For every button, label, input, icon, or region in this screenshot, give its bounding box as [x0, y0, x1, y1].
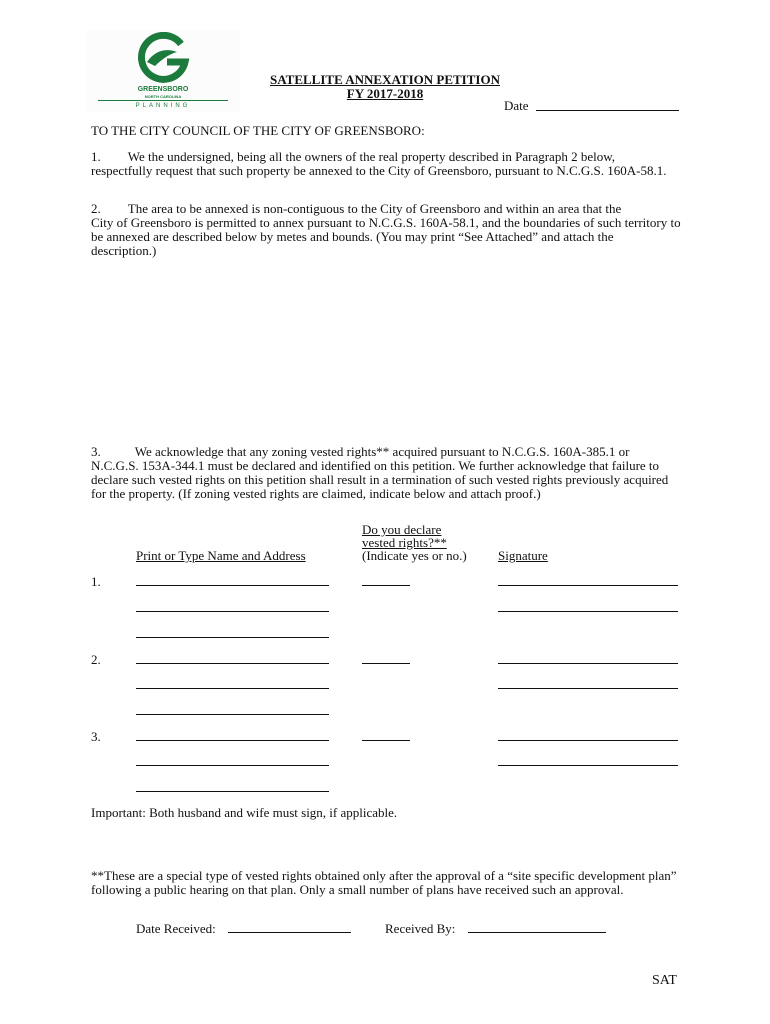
row-1-signature-line-1[interactable]: [498, 585, 678, 586]
salutation: TO THE CITY COUNCIL OF THE CITY OF GREENSBORO:: [91, 123, 425, 138]
received-by-field[interactable]: [468, 932, 606, 933]
date-received-field[interactable]: [228, 932, 351, 933]
page-title: SATELLITE ANNEXATION PETITION: [270, 72, 500, 87]
row-2-vested-field[interactable]: [362, 663, 410, 664]
date-received-label: Date Received:: [136, 921, 216, 936]
name-column-header: Print or Type Name and Address: [136, 548, 306, 563]
paragraph-3-text-rest: N.C.G.S. 153A-344.1 must be declared and identified on this petition. We further acknowledge that failure to declare such vested rights on this petition shall result in a termination of such vested rights previously acquired for the property. (If zoning vested rights are claimed, indicate below and attach proof.): [91, 458, 669, 501]
row-3-signature-line-2[interactable]: [498, 765, 678, 766]
vested-header-line2: vested rights?**: [362, 535, 447, 550]
received-by-label: Received By:: [385, 921, 456, 936]
fiscal-year: FY 2017-2018: [346, 86, 424, 101]
row-3-name-line-3[interactable]: [136, 791, 329, 792]
row-3-number: 3.: [91, 729, 101, 744]
row-2-signature-line-1[interactable]: [498, 663, 678, 664]
paragraph-2-text-rest: City of Greensboro is permitted to annex pursuant to N.C.G.S. 160A-58.1, and the boundaries of such territory to be annexed are described below by metes and bounds. (You may print “See Attached” and attach the description.): [91, 215, 681, 258]
paragraph-1-number: 1.: [91, 149, 101, 164]
row-3-signature-line-1[interactable]: [498, 740, 678, 741]
paragraph-2: [91, 202, 681, 258]
footnote: **These are a special type of vested rights obtained only after the approval of a “site specific development plan” following a public hearing on that plan. Only a small number of plans have received such an approval.: [91, 868, 677, 897]
description-area[interactable]: [91, 262, 681, 440]
row-1-name-line-2[interactable]: [136, 611, 329, 612]
paragraph-1-text-rest: respectfully request that such property be annexed to the City of Greensboro, pursuant to N.C.G.S. 160A-58.1.: [91, 163, 667, 178]
row-1-name-line-1[interactable]: [136, 585, 329, 586]
paragraph-1-text-start: We the undersigned, being all the owners of the real property described in Paragraph 2 below,: [127, 149, 616, 164]
row-3-vested-field[interactable]: [362, 740, 410, 741]
row-2-name-line-3[interactable]: [136, 714, 329, 715]
row-2-name-line-1[interactable]: [136, 663, 329, 664]
row-3-name-line-1[interactable]: [136, 740, 329, 741]
paragraph-2-number: 2.: [91, 201, 101, 216]
logo-department: PLANNING: [135, 103, 191, 109]
page-code: SAT: [652, 973, 677, 988]
signature-column-header: Signature: [498, 548, 548, 563]
row-2-name-line-2[interactable]: [136, 688, 329, 689]
row-1-number: 1.: [91, 574, 101, 589]
paragraph-3-text-start: We acknowledge that any zoning vested rights** acquired pursuant to N.C.G.S. 160A-385.1 or: [134, 444, 630, 459]
date-field[interactable]: [536, 110, 679, 111]
row-1-signature-line-2[interactable]: [498, 611, 678, 612]
paragraph-3-number: 3.: [91, 444, 101, 459]
date-label: Date: [504, 98, 529, 113]
logo-city-name: GREENSBORO: [137, 86, 189, 93]
paragraph-1: [91, 150, 681, 178]
row-2-number: 2.: [91, 652, 101, 667]
logo-state: NORTH CAROLINA: [144, 94, 182, 99]
row-1-name-line-3[interactable]: [136, 637, 329, 638]
vested-header-line1: Do you declare: [362, 522, 442, 537]
paragraph-2-text-start: The area to be annexed is non-contiguous to the City of Greensboro and within an area that the: [127, 201, 622, 216]
vested-header-line3: (Indicate yes or no.): [362, 548, 467, 563]
paragraph-3: [91, 445, 681, 501]
row-3-name-line-2[interactable]: [136, 765, 329, 766]
important-note: Important: Both husband and wife must sign, if applicable.: [91, 805, 398, 820]
row-2-signature-line-2[interactable]: [498, 688, 678, 689]
row-1-vested-field[interactable]: [362, 585, 410, 586]
